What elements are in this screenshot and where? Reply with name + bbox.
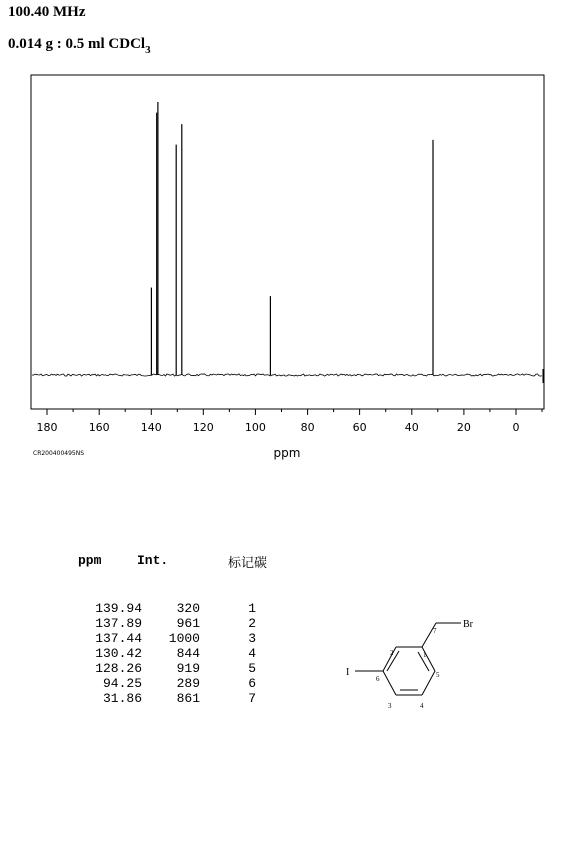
plot-frame: [31, 75, 544, 409]
peak-lines: [151, 102, 433, 375]
cell-ppm: 139.94: [95, 601, 142, 616]
cell-ppm: 128.26: [95, 661, 142, 676]
bromine-label: Br: [463, 619, 473, 630]
cell-carbon: 2: [248, 616, 256, 631]
table-header-ppm: ppm: [78, 553, 102, 568]
table-row: [78, 601, 256, 616]
sample-subscript: 3: [145, 44, 151, 56]
cell-carbon: 5: [248, 661, 256, 676]
cell-intensity: 320: [176, 601, 200, 616]
cell-ppm: 130.42: [95, 646, 142, 661]
cell-ppm: 137.44: [95, 631, 142, 646]
table-row: [78, 646, 256, 661]
molecule-bonds: [355, 623, 461, 695]
x-tick-label: 180: [36, 421, 58, 434]
spectrometer-frequency: 100.40 MHz: [8, 4, 86, 20]
cell-intensity: 844: [176, 646, 200, 661]
carbon-number: 2: [390, 649, 394, 657]
molecule-structure: [330, 605, 500, 715]
spectrum-baseline: [32, 374, 542, 376]
cell-intensity: 919: [176, 661, 200, 676]
carbon-number: 7: [433, 627, 437, 635]
x-axis-title: ppm: [273, 446, 301, 460]
sample-text: 0.014 g : 0.5 ml CDCl: [8, 36, 146, 52]
cell-intensity: 1000: [168, 631, 200, 646]
peak-table: [78, 601, 256, 706]
x-axis-ticks: [37, 409, 543, 434]
cell-carbon: 7: [248, 691, 256, 706]
cell-carbon: 4: [248, 646, 256, 661]
x-tick-label: 40: [404, 421, 419, 434]
x-tick-label: 20: [456, 421, 471, 434]
cell-ppm: 137.89: [95, 616, 142, 631]
table-row: [78, 616, 256, 631]
carbon-number: 1: [423, 651, 427, 659]
x-tick-label: 120: [192, 421, 214, 434]
table-row: [78, 661, 256, 676]
cell-ppm: 31.86: [102, 691, 142, 706]
table-header-intensity: Int.: [137, 553, 169, 568]
cell-intensity: 961: [176, 616, 200, 631]
x-tick-label: 140: [140, 421, 162, 434]
cell-intensity: 861: [176, 691, 200, 706]
cell-carbon: 6: [248, 676, 256, 691]
x-tick-label: 80: [300, 421, 315, 434]
cell-intensity: 289: [176, 676, 200, 691]
table-row: [78, 691, 256, 706]
x-tick-label: 160: [88, 421, 110, 434]
spectrum-code: CR200400495NS: [33, 450, 85, 457]
cell-carbon: 1: [248, 601, 256, 616]
cell-carbon: 3: [248, 631, 256, 646]
carbon-number: 6: [376, 675, 380, 683]
table-row: [78, 631, 256, 646]
x-tick-label: 60: [352, 421, 367, 434]
carbon-number: 4: [420, 702, 424, 710]
cell-ppm: 94.25: [102, 676, 142, 691]
carbon-number: 3: [388, 702, 392, 710]
x-tick-label: 0: [512, 421, 520, 434]
table-row: [78, 676, 256, 691]
carbon-number: 5: [436, 671, 440, 679]
x-tick-label: 100: [244, 421, 266, 434]
table-header-carbon: 标记碳: [228, 556, 268, 571]
iodine-label: I: [346, 667, 350, 678]
